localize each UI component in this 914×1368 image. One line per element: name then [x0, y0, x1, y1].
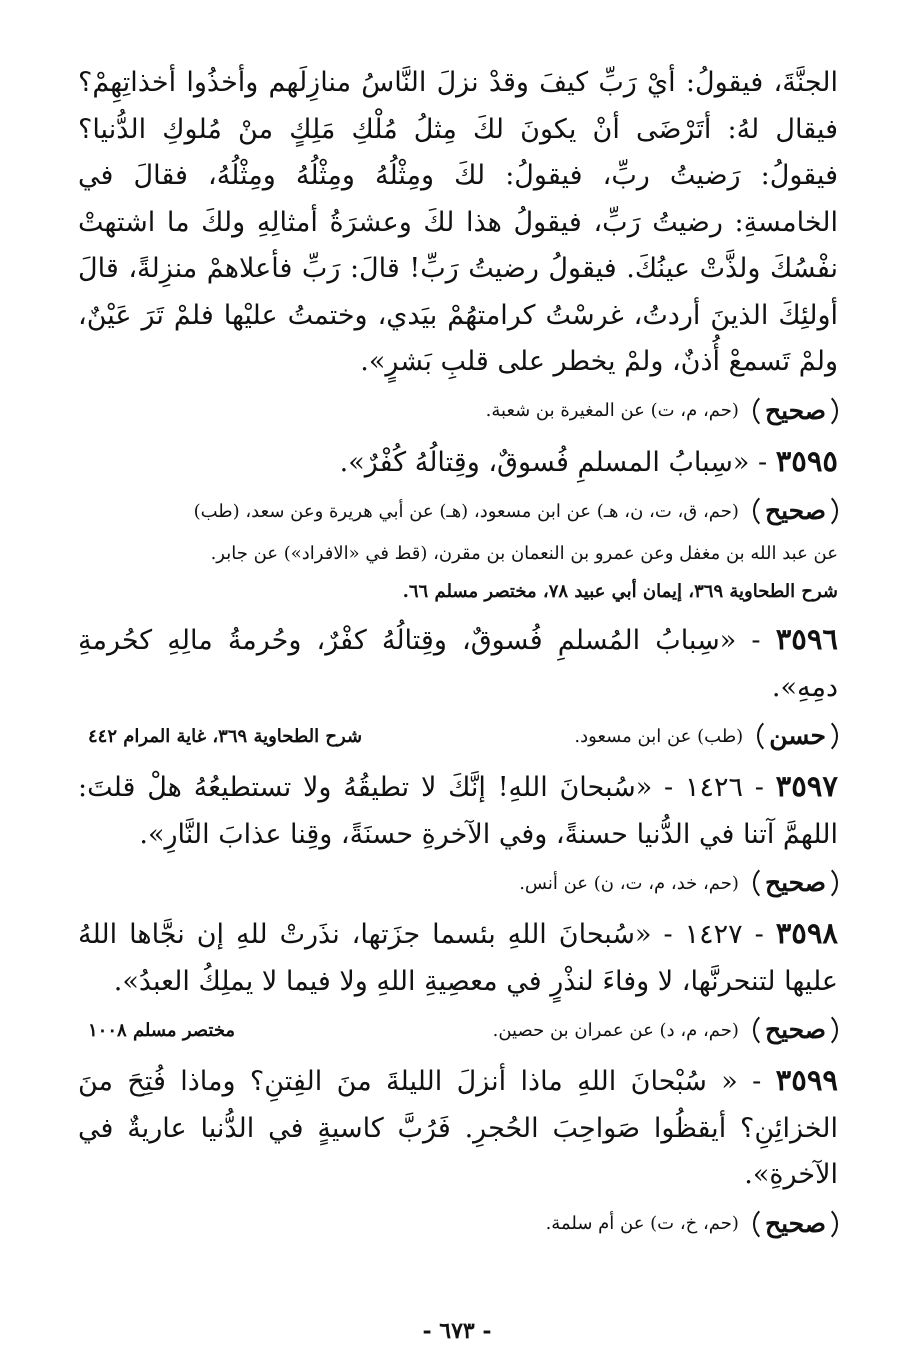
page-content — [78, 60, 838, 1251]
hadith-3599: ٣٥٩٩ - « سُبْحانَ اللهِ ماذا أنزلَ الليلةَ منَ الفِتنِ؟ وماذا فُتِحَ منَ الخزائِنِ؟ أيقظُوا صَواحِبَ الحُجرِ. فَرُبَّ كاسيةٍ في الدُّنيا عاريةٌ في الآخرةِ». — [78, 1063, 838, 1190]
hadith-number: ٣٥٩٨ — [775, 916, 838, 950]
grade-badge: صحيح — [753, 1205, 838, 1243]
hadith-sub-number: ١٤٢٧ — [684, 919, 743, 950]
hadith-text: «سُبحانَ اللهِ بئسما جزَتها، نذَرتْ للهِ إن نجَّاها اللهُ عليها لتنحرنَّها، لا وفاءَ لنذْرٍ في معصِيةِ اللهِ ولا فيما لا يملِكُ العبدُ». — [78, 919, 838, 997]
source-row-3599 — [78, 1203, 838, 1245]
hadith-text: « سُبْحانَ اللهِ ماذا أنزلَ الليلةَ منَ الفِتنِ؟ وماذا فُتِحَ منَ الخزائِنِ؟ أيقظُوا صَواحِبَ الحُجرِ. فَرُبَّ كاسيةٍ في الدُّنيا عاريةٌ في الآخرةِ». — [78, 1066, 838, 1190]
source-text: (حم، خد، م، ت، ن) عن أنس. — [519, 872, 739, 894]
intro-source-row — [78, 390, 838, 432]
reference-line: شرح الطحاوية ٣٦٩، إيمان أبي عبيد ٧٨، مختصر مسلم ٦٦. — [402, 581, 838, 602]
reference-text: شرح الطحاوية ٣٦٩، غاية المرام ٤٤٢ — [88, 725, 363, 747]
source-row-3595 — [78, 490, 838, 532]
hadith-number: ٣٥٩٦ — [775, 622, 838, 656]
hadith-text: «سِبابُ المُسلمِ فُسوقٌ، وقِتالُهُ كفْرٌ، وحُرمةُ مالِهِ كحُرمةِ دمِهِ». — [78, 625, 838, 703]
hadith-3595: ٣٥٩٥ - «سِبابُ المسلمِ فُسوقٌ، وقِتالُهُ كُفْرٌ». — [339, 443, 838, 478]
hadith-3597: ٣٥٩٧ - ١٤٢٦ - «سُبحانَ اللهِ! إنَّكَ لا تطيقُهُ ولا تستطيعُهُ هلْ قلتَ: اللهمَّ آتنا في الدُّنيا حسنةً، وفي الآخرةِ حسنَةً، وقِنا عذابَ النَّارِ». — [78, 769, 838, 850]
source-text: (حم، م، ت) عن المغيرة بن شعبة. — [485, 400, 739, 421]
hadith-sub-number: ١٤٢٦ — [684, 772, 743, 803]
grade-badge: حسن — [757, 717, 838, 755]
grade-badge: صحيح — [753, 864, 838, 902]
page-number: - ٦٧٣ - — [422, 1318, 492, 1344]
grade-badge: صحيح — [753, 1011, 838, 1049]
grade-badge: صحيح — [753, 492, 838, 530]
source-text: (حم، م، د) عن عمران بن حصين. — [492, 1019, 739, 1041]
source-continuation: عن عبد الله بن مغفل وعن عمرو بن النعمان بن مقرن، (قط في «الافراد») عن جابر. — [210, 543, 838, 564]
source-text: (طب) عن ابن مسعود. — [574, 725, 744, 747]
hadith-number: ٣٥٩٩ — [775, 1063, 838, 1097]
hadith-text: «سُبحانَ اللهِ! إنَّكَ لا تطيقُهُ ولا تستطيعُهُ هلْ قلتَ: اللهمَّ آتنا في الدُّنيا حسنةً، وفي الآخرةِ حسنَةً، وقِنا عذابَ النَّارِ». — [78, 772, 838, 850]
hadith-number: ٣٥٩٧ — [775, 769, 838, 803]
source-text: (حم، خ، ت) عن أم سلمة. — [545, 1213, 739, 1234]
source-row-3597 — [78, 862, 838, 904]
intro-paragraph: الجنَّةَ، فيقولُ: أيْ رَبِّ كيفَ وقدْ نزلَ النَّاسُ منازِلَهم وأخذُوا أخذاتِهِمْ؟ فيقال لهُ: أتَرْضَى أنْ يكونَ لكَ مِثلُ مُلْكِ مَلِكٍ منْ مُلوكِ الدُّنيا؟ فيقولُ: رَضيتُ ربِّ، فيقولُ: لكَ ومِثْلُهُ ومِثْلُهُ ومِثْلُهُ، فقالَ في الخامسةِ: رضيتُ رَبِّ، فيقولُ هذا لكَ وعشرَةُ أمثالِهِ ولكَ ما اشتهتْ نفْسُكَ ولذَّتْ عينُكَ. فيقولُ رضيتُ رَبِّ! قالَ: رَبِّ فأعلاهمْ منزِلةً، قالَ أولئِكَ الذينَ أردتُ، غرسْتُ كرامتهُمْ بيَدي، وختمتُ عليْها فلمْ تَرَ عَيْنٌ، ولمْ تَسمعْ أُذنٌ، ولمْ يخطر على قلبِ بَشرٍ». — [78, 67, 838, 377]
hadith-3598: ٣٥٩٨ - ١٤٢٧ - «سُبحانَ اللهِ بئسما جزَتها، نذَرتْ للهِ إن نجَّاها اللهُ عليها لتنحرنَّها، لا وفاءَ لنذْرٍ في معصِيةِ اللهِ ولا فيما لا يملِكُ العبدُ». — [78, 916, 838, 997]
source-row-3596 — [78, 715, 838, 757]
reference-text: مختصر مسلم ١٠٠٨ — [88, 1019, 236, 1041]
grade-badge: صحيح — [753, 392, 838, 430]
source-text: (حم، ق، ت، ن، هـ) عن ابن مسعود، (هـ) عن أبي هريرة وعن سعد، (طب) — [193, 500, 739, 522]
hadith-text: «سِبابُ المسلمِ فُسوقٌ، وقِتالُهُ كُفْرٌ». — [339, 446, 750, 478]
source-row-3598 — [78, 1009, 838, 1051]
hadith-number: ٣٥٩٥ — [775, 443, 838, 478]
hadith-3596: ٣٥٩٦ - «سِبابُ المُسلمِ فُسوقٌ، وقِتالُهُ كفْرٌ، وحُرمةُ مالِهِ كحُرمةِ دمِهِ». — [78, 622, 838, 703]
